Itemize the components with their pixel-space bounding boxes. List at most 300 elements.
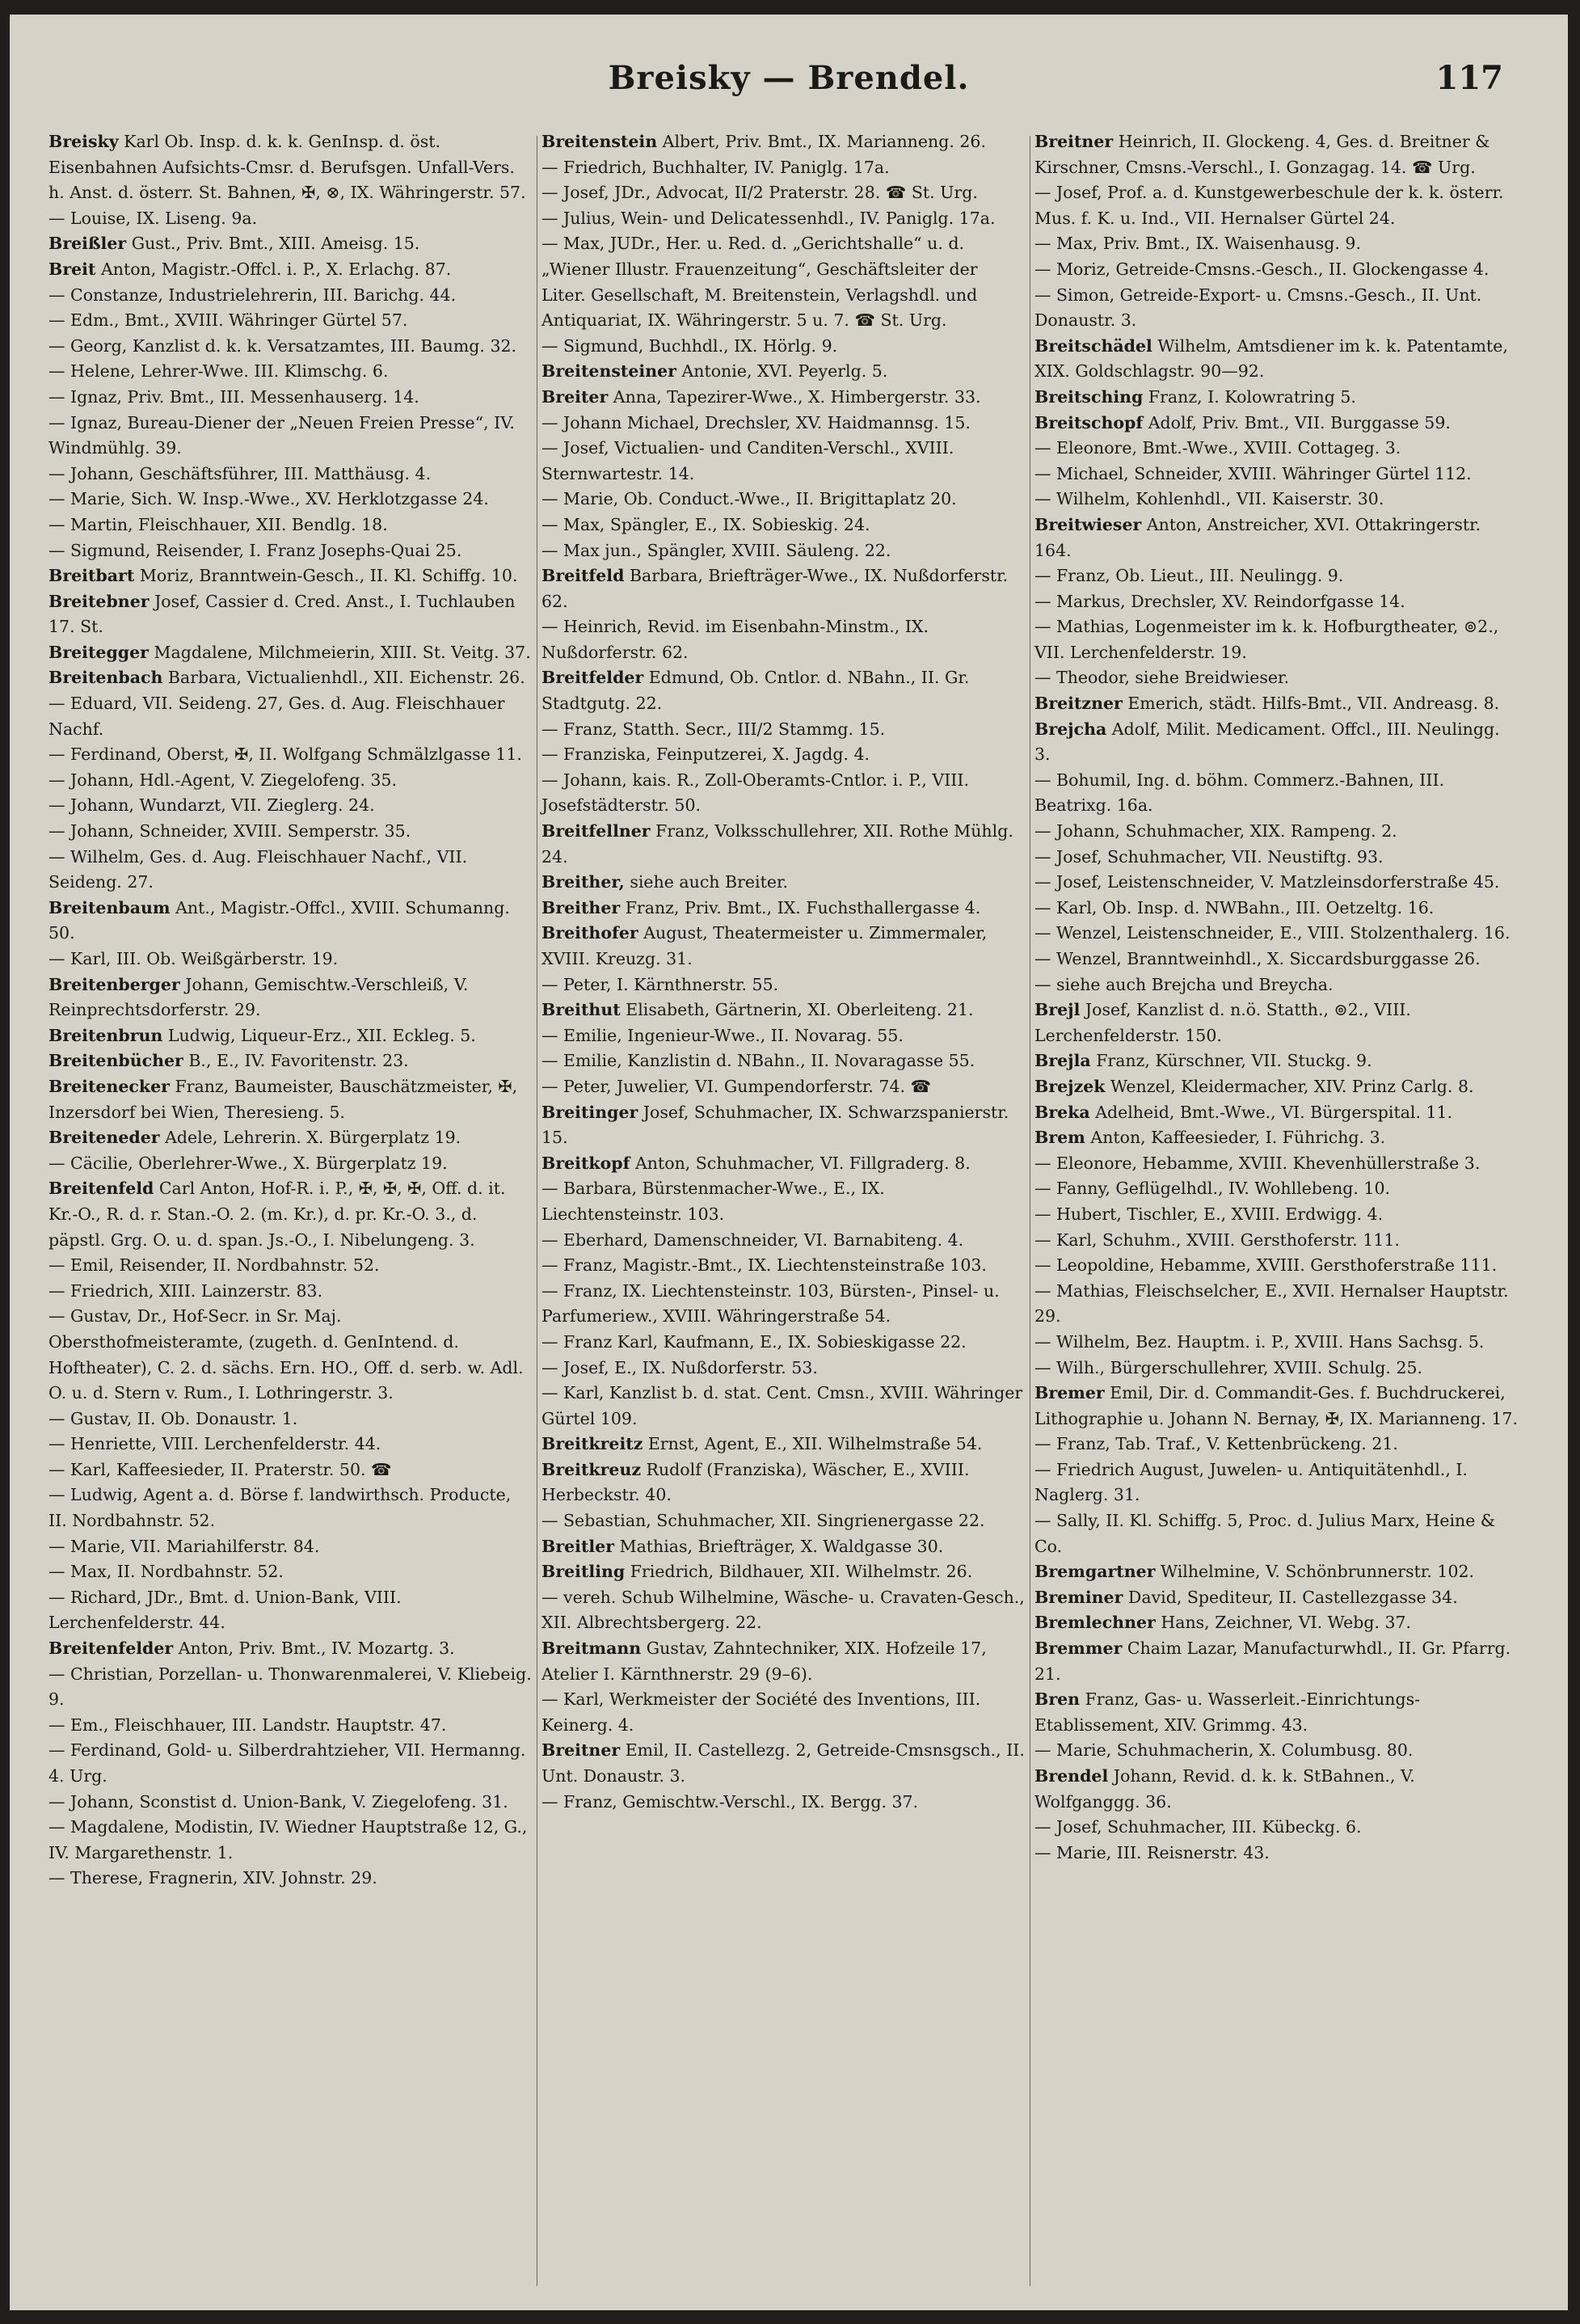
entry-text: — Christian, Porzellan- u. Thonwarenmalerei, V. Kliebeig. 9. — [48, 1664, 532, 1710]
entry-text: — Peter, Juwelier, VI. Gumpendorferstr. 74. ☎ — [541, 1076, 932, 1096]
entry-surname: Brejcha — [1034, 719, 1107, 739]
entry-text: Franz, I. Kolowratring 5. — [1143, 386, 1356, 407]
entry-text: Mathias, Briefträger, X. Waldgasse 30. — [614, 1536, 944, 1556]
directory-entry — [48, 691, 533, 742]
directory-entry — [1034, 691, 1519, 717]
directory-entry — [541, 1457, 1026, 1508]
directory-entry — [48, 1457, 533, 1483]
directory-entry — [541, 742, 1026, 768]
entry-text: Franz, Priv. Bmt., IX. Fuchsthallergasse 4. — [620, 897, 981, 917]
entry-surname: Breitschopf — [1034, 412, 1144, 432]
entry-surname: Breminer — [1034, 1587, 1123, 1607]
directory-entry — [1034, 1228, 1519, 1254]
entry-text: — Karl, III. Ob. Weißgärberstr. 19. — [48, 949, 339, 968]
directory-entry — [48, 1483, 533, 1533]
entry-surname: Bren — [1034, 1689, 1081, 1710]
entry-text: — Heinrich, Revid. im Eisenbahn-Minstm., IX. Nußdorferstr. 62. — [541, 617, 929, 662]
directory-entry — [1034, 563, 1519, 589]
entry-text: — Max, II. Nordbahnstr. 52. — [48, 1562, 284, 1582]
directory-entry — [541, 487, 1026, 512]
directory-entry — [541, 768, 1026, 819]
directory-entry — [48, 768, 533, 794]
entry-text: — Franz Karl, Kaufmann, E., IX. Sobieskigasse 22. — [541, 1331, 967, 1352]
entry-text: Friedrich, Bildhauer, XII. Wilhelmstr. 26. — [625, 1562, 973, 1582]
directory-entry — [48, 1074, 533, 1125]
directory-entry — [48, 359, 533, 385]
entry-text: August, Theatermeister u. Zimmermaler, XVIII. Kreuzg. 31. — [541, 923, 988, 968]
directory-entry — [48, 793, 533, 819]
entry-text: — Franz, IX. Liechtensteinstr. 103, Bürsten-, Pinsel- u. Parfumeriew., XVIII. Währingerstraße 54. — [541, 1280, 1000, 1326]
entry-text: — Eleonore, Hebamme, XVIII. Khevenhüllerstraße 3. — [1034, 1153, 1481, 1173]
directory-entry — [541, 614, 1026, 665]
entry-text: — Fanny, Geflügelhdl., IV. Wohllebeng. 10. — [1034, 1179, 1391, 1199]
directory-entry — [1034, 1738, 1519, 1764]
directory-entry — [541, 1356, 1026, 1381]
entry-text: Edmund, Ob. Cntlor. d. NBahn., II. Gr. Stadtgutg. 22. — [541, 668, 970, 714]
directory-entry — [48, 1559, 533, 1585]
entry-text: — Franz, Magistr.-Bmt., IX. Liechtensteinstraße 103. — [541, 1255, 987, 1276]
entry-text: — Wilh., Bürgerschullehrer, XVIII. Schulg. 25. — [1034, 1357, 1423, 1377]
directory-entry — [541, 385, 1026, 411]
entry-surname: Breitsching — [1034, 386, 1144, 407]
directory-entry — [541, 538, 1026, 564]
directory-entry — [541, 1687, 1026, 1738]
entry-surname: Breitegger — [48, 642, 149, 662]
entry-text: — Barbara, Bürstenmacher-Wwe., E., IX. Liechtensteinstr. 103. — [541, 1179, 885, 1224]
entry-text: — Ignaz, Bureau-Diener der „Neuen Freien Presse“, IV. Windmühlg. 39. — [48, 412, 515, 458]
entry-text: — Sally, II. Kl. Schiffg. 5, Proc. d. Julius Marx, Heine & Co. — [1034, 1511, 1496, 1556]
entry-text: — Max, Priv. Bmt., IX. Waisenhausg. 9. — [1034, 234, 1361, 254]
directory-entry — [541, 1432, 1026, 1457]
directory-entry — [541, 1176, 1026, 1227]
entry-text: — Johann, Wundarzt, VII. Zieglerg. 24. — [48, 795, 375, 816]
entry-surname: Breitinger — [541, 1102, 638, 1122]
entry-text: Anton, Kaffeesieder, I. Führichg. 3. — [1085, 1128, 1386, 1148]
directory-entry — [1034, 819, 1519, 845]
entry-text: Adolf, Priv. Bmt., VII. Burggasse 59. — [1143, 412, 1451, 432]
directory-entry — [1034, 334, 1519, 385]
directory-entry — [48, 512, 533, 538]
entry-text: Magdalene, Milchmeierin, XIII. St. Veitg. 37. — [148, 642, 531, 662]
directory-entry — [1034, 1074, 1519, 1100]
entry-text: — Friedrich, XIII. Lainzerstr. 83. — [48, 1280, 323, 1301]
entry-surname: Brejzek — [1034, 1076, 1106, 1096]
directory-entry — [1034, 436, 1519, 462]
directory-entry — [1034, 1508, 1519, 1559]
entry-surname: Breither — [541, 897, 621, 917]
directory-entry — [48, 1585, 533, 1636]
directory-entry — [541, 563, 1026, 614]
entry-surname: Breitler — [541, 1536, 615, 1556]
directory-entry — [541, 1151, 1026, 1177]
entry-surname: Breitfelder — [541, 668, 644, 688]
entry-text: Anton, Priv. Bmt., IV. Mozartg. 3. — [173, 1639, 455, 1659]
entry-text: — Markus, Drechsler, XV. Reindorfgasse 14. — [1034, 591, 1405, 611]
directory-entry — [48, 1125, 533, 1151]
entry-surname: Breka — [1034, 1102, 1090, 1122]
directory-entry — [541, 1330, 1026, 1356]
directory-entry — [1034, 462, 1519, 487]
directory-entry — [541, 1636, 1026, 1687]
entry-text: — Max, Spängler, E., IX. Sobieskig. 24. — [541, 514, 870, 534]
directory-entry — [541, 998, 1026, 1023]
entry-text: — Wilhelm, Bez. Hauptm. i. P., XVIII. Hans Sachsg. 5. — [1034, 1331, 1485, 1352]
entry-text: Josef, Kanzlist d. n.ö. Statth., ⊚2., VIII. Lerchenfelderstr. 150. — [1034, 1000, 1411, 1045]
entry-surname: Brem — [1034, 1128, 1085, 1148]
directory-entry — [1034, 1610, 1519, 1636]
directory-entry — [541, 359, 1026, 385]
directory-column-1 — [48, 129, 533, 1892]
directory-entry — [1034, 1202, 1519, 1228]
directory-column-2 — [541, 129, 1026, 1815]
entry-surname: Breitling — [541, 1562, 626, 1582]
directory-entry — [1034, 589, 1519, 615]
directory-entry — [48, 1304, 533, 1406]
entry-text: — Josef, JDr., Advocat, II/2 Praterstr. 28. ☎ St. Urg. — [541, 183, 978, 203]
directory-entry — [1034, 1381, 1519, 1432]
entry-text: Carl Anton, Hof-R. i. P., ✠, ✠, ✠, Off. d. it. Kr.-O., R. d. r. Stan.-O. 2. (m. Kr.), d. pr. Kr.-O. 3., d. päpstl. Grg. O. u. d. span. Js.-O., I. Nibelungeng. 3. — [48, 1179, 506, 1250]
directory-entry — [541, 665, 1026, 716]
entry-text: — Mathias, Fleischselcher, E., XVII. Hernalser Hauptstr. 29. — [1034, 1280, 1509, 1326]
directory-entry — [541, 1738, 1026, 1789]
entry-surname: Breitenecker — [48, 1076, 170, 1096]
directory-entry — [1034, 411, 1519, 437]
directory-entry — [1034, 180, 1519, 231]
entry-text: — Josef, Schuhmacher, VII. Neustiftg. 93. — [1034, 846, 1384, 867]
entry-text: — Henriette, VIII. Lerchenfelderstr. 44. — [48, 1434, 381, 1454]
entry-surname: Breitfeld — [541, 566, 625, 586]
entry-text: — Wilhelm, Kohlenhdl., VII. Kaiserstr. 30. — [1034, 489, 1384, 509]
entry-surname: Breiteneder — [48, 1128, 160, 1148]
entry-text: — Eleonore, Bmt.-Wwe., XVIII. Cottageg. 3. — [1034, 438, 1401, 458]
directory-entry — [1034, 257, 1519, 283]
directory-entry — [1034, 1432, 1519, 1457]
directory-entry — [541, 870, 1026, 896]
entry-surname: Breitzner — [1034, 694, 1123, 714]
entry-text: — Michael, Schneider, XVIII. Währinger Gürtel 112. — [1034, 463, 1472, 483]
entry-text: — Franz, Gemischtw.-Verschl., IX. Bergg. 37. — [541, 1791, 919, 1812]
entry-text: Karl Ob. Insp. d. k. k. GenInsp. d. öst. Eisenbahnen Aufsichts-Cmsr. d. Berufsgen. Unfall-Vers. h. Anst. d. österr. St. Bahnen, ✠, ⊗, IX. Währingerstr. 57. — [48, 132, 526, 203]
entry-text: — Therese, Fragnerin, XIV. Johnstr. 29. — [48, 1868, 377, 1888]
page-number: 117 — [1435, 59, 1503, 97]
entry-text: — Eduard, VII. Seideng. 27, Ges. d. Aug. Fleischhauer Nachf. — [48, 694, 505, 739]
entry-text: B., E., IV. Favoritenstr. 23. — [183, 1051, 409, 1071]
directory-entry — [1034, 129, 1519, 180]
entry-surname: Breit — [48, 259, 96, 279]
directory-entry — [541, 1100, 1026, 1151]
entry-text: — Leopoldine, Hebamme, XVIII. Gersthoferstraße 111. — [1034, 1255, 1498, 1276]
directory-entry — [541, 129, 1026, 155]
entry-surname: Bremmer — [1034, 1639, 1123, 1659]
entry-text: — Josef, E., IX. Nußdorferstr. 53. — [541, 1357, 818, 1377]
entry-surname: Breitenbrun — [48, 1025, 163, 1045]
directory-entry — [1034, 1279, 1519, 1330]
entry-text: Franz, Baumeister, Bauschätzmeister, ✠, Inzersdorf bei Wien, Theresieng. 5. — [48, 1076, 518, 1122]
directory-entry — [48, 896, 533, 947]
entry-text: Adele, Lehrerin. X. Bürgerplatz 19. — [159, 1128, 461, 1148]
entry-text: Emil, II. Castellezg. 2, Getreide-Cmsnsgsch., II. Unt. Donaustr. 3. — [541, 1740, 1025, 1786]
directory-entry — [1034, 1356, 1519, 1381]
entry-surname: Breitenfeld — [48, 1179, 154, 1199]
directory-entry — [541, 1585, 1026, 1636]
entry-text: — Ignaz, Priv. Bmt., III. Messenhauserg. 14. — [48, 386, 419, 407]
directory-entry — [1034, 768, 1519, 819]
directory-entry — [1034, 870, 1519, 896]
entry-text: — Marie, Schuhmacherin, X. Columbusg. 80. — [1034, 1740, 1414, 1761]
directory-entry — [48, 411, 533, 462]
entry-text: — Wenzel, Leistenschneider, E., VIII. Stolzenthalerg. 16. — [1034, 923, 1510, 943]
directory-entry — [1034, 1585, 1519, 1611]
directory-entry — [48, 1662, 533, 1713]
directory-entry — [48, 487, 533, 512]
entry-surname: Breitkreitz — [541, 1434, 643, 1454]
entry-text: — Karl, Ob. Insp. d. NWBahn., III. Oetzeltg. 16. — [1034, 897, 1435, 917]
entry-text: — Theodor, siehe Breidwieser. — [1034, 668, 1290, 688]
entry-text: — siehe auch Brejcha und Breycha. — [1034, 974, 1334, 994]
entry-text: — Emilie, Kanzlistin d. NBahn., II. Novaragasse 55. — [541, 1051, 975, 1071]
entry-text: — Franz, Statth. Secr., III/2 Stammg. 15. — [541, 719, 886, 739]
entry-surname: Bremgartner — [1034, 1562, 1156, 1582]
directory-entry — [1034, 1815, 1519, 1841]
directory-entry — [48, 1815, 533, 1866]
directory-entry — [541, 231, 1026, 333]
entry-surname: Breiter — [541, 386, 609, 407]
entry-surname: Breitenberger — [48, 974, 180, 994]
entry-text: Wenzel, Kleidermacher, XIV. Prinz Carlg. 8. — [1105, 1076, 1474, 1096]
entry-text: — Edm., Bmt., XVIII. Währinger Gürtel 57. — [48, 310, 408, 331]
entry-text: Chaim Lazar, Manufacturwhdl., II. Gr. Pfarrg. 21. — [1034, 1639, 1511, 1684]
entry-text: Adolf, Milit. Medicament. Offcl., III. Neulingg. 3. — [1034, 719, 1500, 765]
entry-text: — Martin, Fleischhauer, XII. Bendlg. 18. — [48, 514, 388, 534]
directory-entry — [541, 896, 1026, 922]
entry-text: — Marie, III. Reisnerstr. 43. — [1034, 1842, 1270, 1862]
entry-surname: Bremlechner — [1034, 1613, 1156, 1633]
entry-text: — Marie, Sich. W. Insp.-Wwe., XV. Herklotzgasse 24. — [48, 489, 489, 509]
directory-entry — [48, 1176, 533, 1253]
entry-text: — Karl, Kanzlist b. d. stat. Cent. Cmsn., XVIII. Währinger Gürtel 109. — [541, 1383, 1023, 1428]
entry-text: Heinrich, II. Glockeng. 4, Ges. d. Breitner & Kirschner, Cmsns.-Verschl., I. Gonzagag. 14. ☎ Urg. — [1034, 132, 1490, 177]
entry-text: — Johann, kais. R., Zoll-Oberamts-Cntlor. i. P., VIII. Josefstädterstr. 50. — [541, 770, 970, 816]
entry-text: — Karl, Kaffeesieder, II. Praterstr. 50. ☎ — [48, 1459, 392, 1479]
entry-surname: Breitenfelder — [48, 1639, 174, 1659]
entry-surname: Breißler — [48, 234, 127, 254]
entry-surname: Bremer — [1034, 1383, 1105, 1403]
directory-entry — [541, 1381, 1026, 1432]
entry-surname: Breitebner — [48, 591, 150, 611]
entry-text: Wilhelm, Amtsdiener im k. k. Patentamte, XIX. Goldschlagstr. 90—92. — [1034, 335, 1508, 382]
entry-text: — Max jun., Spängler, XVIII. Säuleng. 22. — [541, 540, 891, 560]
entry-text: — Johann, Schuhmacher, XIX. Rampeng. 2. — [1034, 821, 1397, 841]
directory-entry — [48, 1738, 533, 1789]
entry-text: — Gustav, Dr., Hof-Secr. in Sr. Maj. Obersthofmeisteramte, (zugeth. d. GenIntend. d. Hoftheater), C. 2. d. sächs. Ern. HO., Off. d. serb. w. Adl. O. u. d. Stern v. Rum., I. Lothringerstr. 3. — [48, 1306, 524, 1403]
entry-surname: Breitschädel — [1034, 335, 1152, 356]
directory-entry — [541, 1508, 1026, 1534]
directory-entry — [541, 180, 1026, 206]
entry-text: — Franz, Tab. Traf., V. Kettenbrückeng. 21. — [1034, 1434, 1398, 1454]
directory-entry — [541, 1048, 1026, 1074]
directory-entry — [1034, 512, 1519, 563]
directory-entry — [1034, 1559, 1519, 1585]
entry-text: Franz, Kürschner, VII. Stuckg. 9. — [1090, 1051, 1372, 1071]
entry-text: — Ferdinand, Oberst, ✠, II. Wolfgang Schmälzlgasse 11. — [48, 744, 522, 765]
directory-entry — [541, 334, 1026, 360]
entry-text: — Bohumil, Ing. d. böhm. Commerz.-Bahnen, III. Beatrixg. 16a. — [1034, 770, 1445, 816]
entry-text: — Gustav, II. Ob. Donaustr. 1. — [48, 1408, 298, 1428]
directory-entry — [48, 538, 533, 564]
entry-text: — Franziska, Feinputzerei, X. Jagdg. 4. — [541, 744, 870, 765]
directory-entry — [1034, 1457, 1519, 1508]
directory-entry — [1034, 231, 1519, 257]
entry-text: Barbara, Victualienhdl., XII. Eichenstr. 26. — [162, 668, 525, 688]
entry-text: — Marie, VII. Mariahilferstr. 84. — [48, 1536, 320, 1556]
directory-entry — [541, 1279, 1026, 1330]
directory-entry — [48, 1151, 533, 1177]
entry-text: — Simon, Getreide-Export- u. Cmsns.-Gesch., II. Unt. Donaustr. 3. — [1034, 285, 1482, 331]
page-header — [10, 59, 1568, 116]
entry-surname: Breitenbach — [48, 668, 163, 688]
entry-text: — Ludwig, Agent a. d. Börse f. landwirthsch. Producte, II. Nordbahnstr. 52. — [48, 1485, 512, 1531]
directory-entry — [48, 1253, 533, 1279]
directory-entry — [1034, 665, 1519, 691]
directory-entry — [48, 947, 533, 972]
entry-text: — Max, JUDr., Her. u. Red. d. „Gerichtshalle“ u. d. „Wiener Illustr. Frauenzeitung“, Geschäftsleiter der Liter. Gesellschaft, M. Breitenstein, Verlagshdl. und Antiquariat, IX. Währingerstr. 5 u. 7. ☎ St. Urg. — [541, 234, 978, 331]
entry-surname: Breithut — [541, 1000, 621, 1020]
entry-text: Franz, Gas- u. Wasserleit.-Einrichtungs-Etablissement, XIV. Grimmg. 43. — [1034, 1689, 1421, 1735]
entry-text: Josef, Schuhmacher, IX. Schwarzspanierstr. 15. — [541, 1102, 1009, 1148]
directory-entry — [1034, 896, 1519, 922]
directory-entry — [48, 257, 533, 283]
directory-entry — [48, 1048, 533, 1074]
entry-text: — Em., Fleischhauer, III. Landstr. Hauptstr. 47. — [48, 1715, 447, 1735]
entry-text: — Julius, Wein- und Delicatessenhdl., IV. Paniglg. 17a. — [541, 208, 996, 228]
directory-entry — [48, 129, 533, 206]
directory-entry — [48, 1636, 533, 1662]
directory-entry — [1034, 1841, 1519, 1866]
directory-entry — [1034, 614, 1519, 665]
entry-surname: Breitmann — [541, 1639, 642, 1659]
directory-entry — [1034, 1151, 1519, 1177]
directory-entry — [541, 1790, 1026, 1816]
entry-text: Antonie, XVI. Peyerlg. 5. — [676, 361, 888, 382]
entry-text: Ludwig, Liqueur-Erz., XII. Eckleg. 5. — [162, 1025, 476, 1045]
entry-text: David, Spediteur, II. Castellezgasse 34. — [1123, 1587, 1458, 1607]
entry-text: Anton, Schuhmacher, VI. Fillgraderg. 8. — [630, 1153, 971, 1173]
entry-text: — Josef, Schuhmacher, III. Kübeckg. 6. — [1034, 1817, 1362, 1837]
entry-text: — Johann, Hdl.-Agent, V. Ziegelofeng. 35. — [48, 770, 397, 790]
directory-entry — [1034, 283, 1519, 334]
directory-entry — [48, 334, 533, 360]
directory-entry — [48, 1534, 533, 1560]
directory-entry — [48, 640, 533, 666]
entry-surname: Breither, — [541, 872, 625, 892]
entry-surname: Breitenstein — [541, 132, 658, 151]
directory-entry — [1034, 1125, 1519, 1151]
entry-text: Adelheid, Bmt.-Wwe., VI. Bürgerspital. 11. — [1089, 1102, 1453, 1122]
entry-text: Josef, Cassier d. Cred. Anst., I. Tuchlauben 17. St. — [48, 591, 516, 637]
entry-text: — Magdalene, Modistin, IV. Wiedner Hauptstraße 12, G., IV. Margarethenstr. 1. — [48, 1817, 528, 1862]
directory-entry — [1034, 1048, 1519, 1074]
entry-text: siehe auch Breiter. — [624, 872, 789, 892]
directory-entry — [48, 1023, 533, 1049]
directory-entry — [1034, 972, 1519, 998]
directory-entry — [541, 1228, 1026, 1254]
directory-entry — [48, 231, 533, 257]
entry-surname: Brejla — [1034, 1051, 1091, 1071]
entry-text: — Wenzel, Branntweinhdl., X. Siccardsburggasse 26. — [1034, 949, 1481, 968]
directory-entry — [48, 1279, 533, 1305]
directory-entry — [1034, 845, 1519, 871]
directory-entry — [1034, 1636, 1519, 1687]
entry-text: Hans, Zeichner, VI. Webg. 37. — [1155, 1613, 1412, 1633]
entry-text: Ant., Magistr.-Offcl., XVIII. Schumanng. 50. — [48, 897, 510, 943]
entry-text: — Hubert, Tischler, E., XVIII. Erdwigg. 4. — [1034, 1204, 1384, 1224]
entry-text: — Mathias, Logenmeister im k. k. Hofburgtheater, ⊚2., VII. Lerchenfelderstr. 19. — [1034, 617, 1499, 662]
entry-text: Johann, Revid. d. k. k. StBahnen., V. Wolfganggg. 36. — [1034, 1766, 1415, 1812]
entry-text: — Constanze, Industrielehrerin, III. Barichg. 44. — [48, 285, 457, 305]
entry-text: — Josef, Leistenschneider, V. Matzleinsdorferstraße 45. — [1034, 872, 1500, 892]
entry-surname: Breitfellner — [541, 821, 651, 841]
directory-entry — [541, 717, 1026, 743]
directory-entry — [48, 563, 533, 589]
entry-text: — Moriz, Getreide-Cmsns.-Gesch., II. Glockengasse 4. — [1034, 259, 1489, 279]
entry-text: Johann, Gemischtw.-Verschleiß, V. Reinprechtsdorferstr. 29. — [48, 974, 469, 1020]
entry-text: Emil, Dir. d. Commandit-Ges. f. Buchdruckerei, Lithographie u. Johann N. Bernay, ✠, IX. Marianneng. 17. — [1034, 1383, 1518, 1428]
directory-entry — [1034, 998, 1519, 1048]
directory-column-3 — [1034, 129, 1519, 1866]
entry-surname: Breisky — [48, 132, 119, 151]
directory-entry — [541, 206, 1026, 232]
directory-entry — [541, 1534, 1026, 1560]
entry-text: — Emilie, Ingenieur-Wwe., II. Novarag. 55. — [541, 1025, 904, 1045]
directory-entry — [541, 512, 1026, 538]
directory-entry — [48, 845, 533, 896]
entry-text: — Emil, Reisender, II. Nordbahnstr. 52. — [48, 1255, 380, 1276]
directory-entry — [541, 819, 1026, 870]
entry-text: — Peter, I. Kärnthnerstr. 55. — [541, 974, 779, 994]
entry-text: — Eberhard, Damenschneider, VI. Barnabiteng. 4. — [541, 1229, 964, 1250]
directory-entry — [541, 972, 1026, 998]
directory-entry — [48, 972, 533, 1023]
entry-text: Albert, Priv. Bmt., IX. Marianneng. 26. — [657, 132, 986, 151]
directory-entry — [1034, 1687, 1519, 1738]
directory-entry — [48, 283, 533, 309]
entry-surname: Brejl — [1034, 1000, 1081, 1020]
directory-entry — [48, 308, 533, 334]
directory-entry — [48, 1790, 533, 1816]
entry-surname: Breitbart — [48, 566, 135, 586]
directory-entry — [48, 1432, 533, 1457]
directory-entry — [1034, 1330, 1519, 1356]
entry-text: — Richard, JDr., Bmt. d. Union-Bank, VIII. Lerchenfelderstr. 44. — [48, 1587, 402, 1633]
entry-text: Ernst, Agent, E., XII. Wilhelmstraße 54. — [643, 1434, 983, 1454]
entry-text: Anton, Anstreicher, XVI. Ottakringerstr. 164. — [1034, 514, 1481, 560]
directory-entry — [1034, 947, 1519, 972]
entry-text: Gustav, Zahntechniker, XIX. Hofzeile 17, Atelier I. Kärnthnerstr. 29 (9–6). — [541, 1639, 987, 1684]
entry-surname: Breithofer — [541, 923, 638, 943]
entry-surname: Breitkopf — [541, 1153, 630, 1173]
entry-surname: Breitkreuz — [541, 1459, 642, 1479]
directory-entry — [48, 385, 533, 411]
entry-text: Moriz, Branntwein-Gesch., II. Kl. Schiffg. 10. — [134, 566, 518, 586]
directory-entry — [1034, 1764, 1519, 1815]
entry-text: — Johann, Schneider, XVIII. Semperstr. 35. — [48, 821, 411, 841]
directory-entry — [48, 1407, 533, 1432]
entry-text: — Friedrich, Buchhalter, IV. Paniglg. 17a. — [541, 157, 890, 177]
entry-text: Elisabeth, Gärtnerin, XI. Oberleiteng. 21. — [620, 1000, 974, 1020]
entry-text: — Friedrich August, Juwelen- u. Antiquitätenhdl., I. Naglerg. 31. — [1034, 1459, 1468, 1505]
directory-page — [10, 15, 1568, 2310]
directory-entry — [541, 1559, 1026, 1585]
